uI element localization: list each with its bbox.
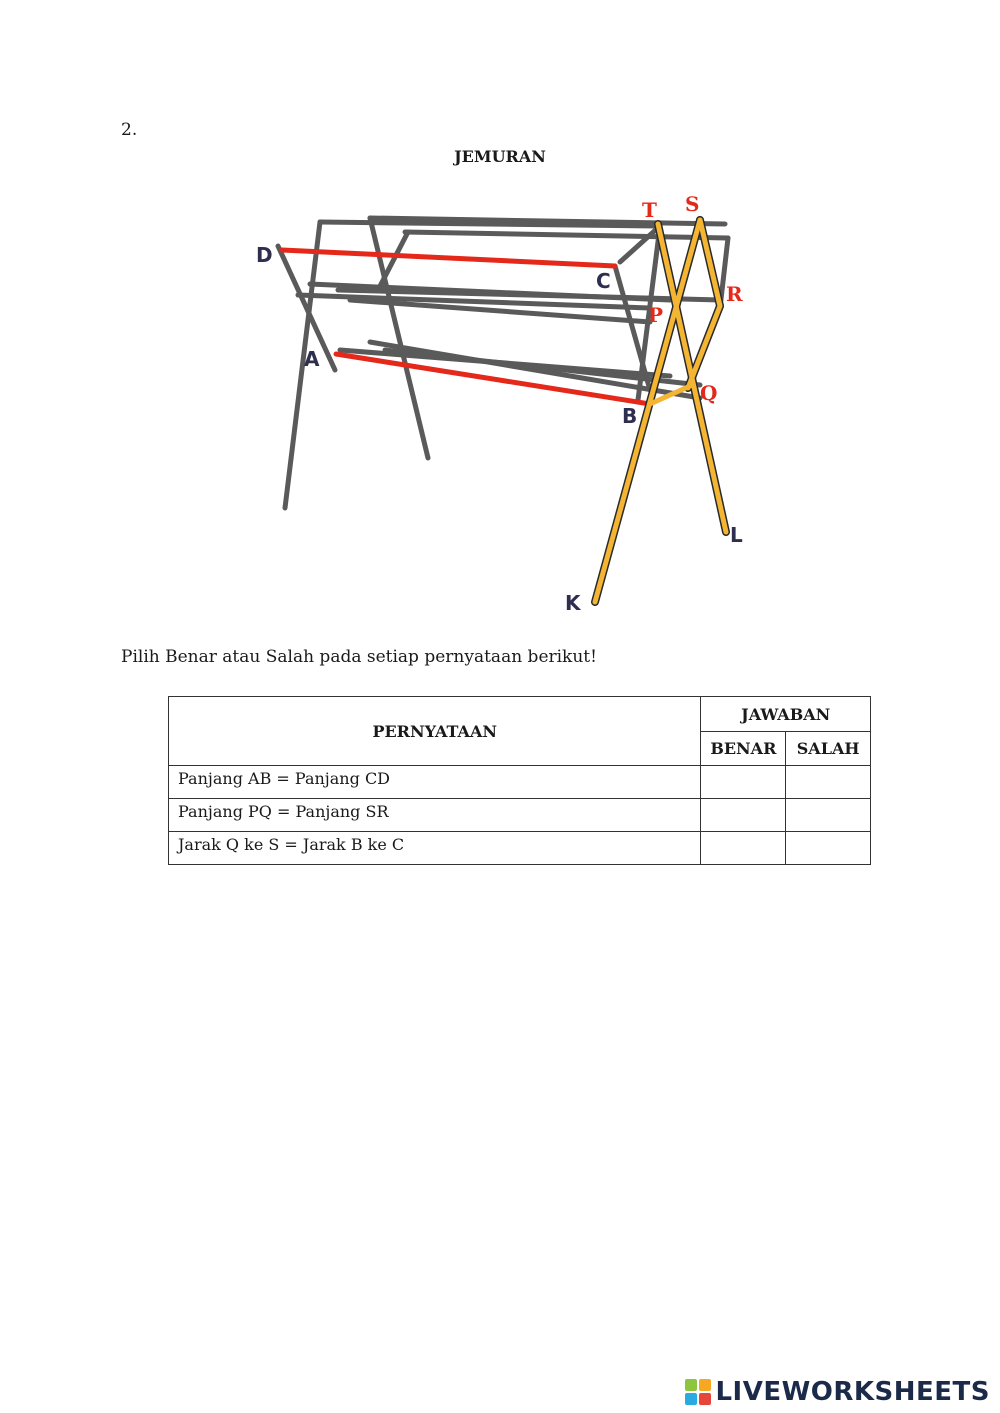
liveworksheets-logo-icon xyxy=(685,1379,711,1405)
statement-cell: Jarak Q ke S = Jarak B ke C xyxy=(169,832,701,865)
answer-table xyxy=(168,696,871,865)
brand-footer xyxy=(685,1377,990,1407)
table-row xyxy=(169,766,871,799)
figure-title: JEMURAN xyxy=(454,147,546,166)
clothes-rack-figure xyxy=(230,180,770,620)
yellow-legs-outline xyxy=(595,220,726,602)
label-d: D xyxy=(256,243,273,267)
header-answer: JAWABAN xyxy=(701,697,871,732)
label-b: B xyxy=(622,404,638,428)
answer-true-cell[interactable] xyxy=(701,766,786,799)
label-s: S xyxy=(685,192,700,216)
label-p: P xyxy=(648,303,664,327)
table-row xyxy=(169,832,871,865)
label-q: Q xyxy=(700,381,718,405)
question-number: 2. xyxy=(121,120,138,140)
header-true: BENAR xyxy=(701,732,786,766)
statement-cell: Panjang PQ = Panjang SR xyxy=(169,799,701,832)
label-k: K xyxy=(565,591,581,615)
label-r: R xyxy=(726,282,743,306)
label-t: T xyxy=(642,198,657,222)
answer-true-cell[interactable] xyxy=(701,832,786,865)
answer-true-cell[interactable] xyxy=(701,799,786,832)
answer-false-cell[interactable] xyxy=(786,766,871,799)
label-a: A xyxy=(304,347,320,371)
table-row xyxy=(169,799,871,832)
answer-false-cell[interactable] xyxy=(786,832,871,865)
header-false: SALAH xyxy=(786,732,871,766)
label-c: C xyxy=(596,269,611,293)
instruction-text: Pilih Benar atau Salah pada setiap pernyataan berikut! xyxy=(121,647,597,667)
brand-name: LIVEWORKSHEETS xyxy=(715,1377,990,1407)
label-l: L xyxy=(730,523,743,547)
header-statement: PERNYATAAN xyxy=(169,697,701,766)
answer-false-cell[interactable] xyxy=(786,799,871,832)
statement-cell: Panjang AB = Panjang CD xyxy=(169,766,701,799)
